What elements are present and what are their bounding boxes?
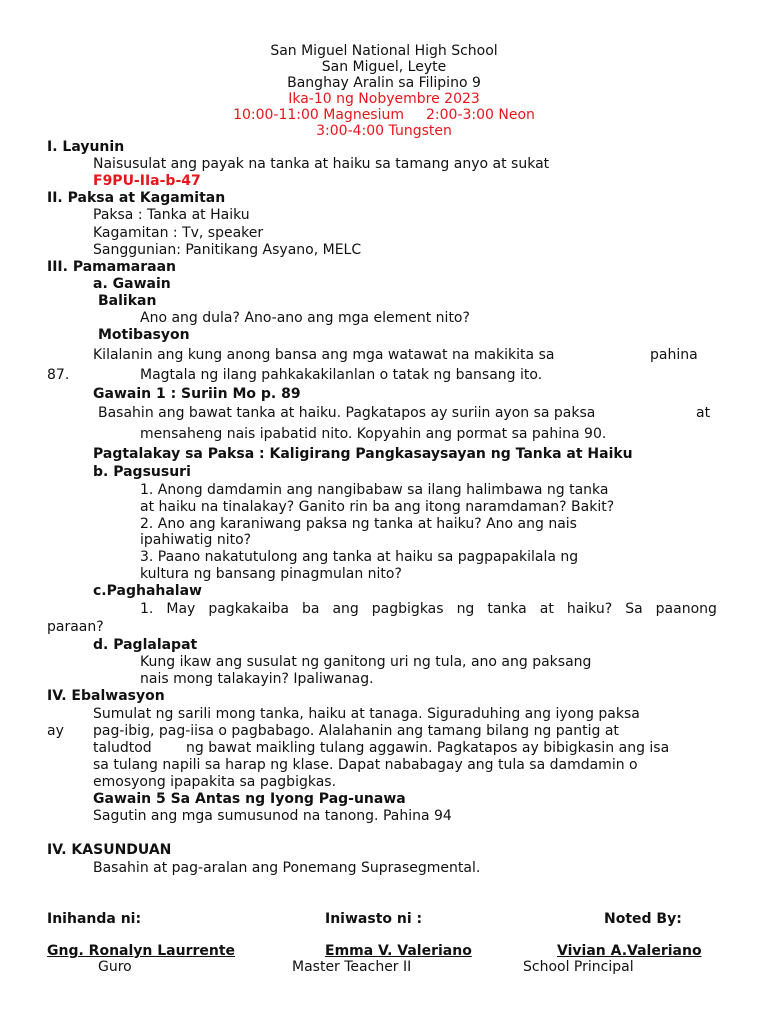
layunin-text: Naisusulat ang payak na tanka at haiku sa tamang anyo at sukat <box>93 156 550 172</box>
ebalwasyon-line-2-start: ay <box>47 723 64 739</box>
paglalapat-line-1: Kung ikaw ang susulat ng ganitong uri ng tula, ano ang paksang <box>140 654 592 670</box>
word: ba <box>301 601 320 617</box>
balikan-question: Ano ang dula? Ano-ano ang mga element nito? <box>140 310 470 326</box>
pagsusuri-q2-line-1: 2. Ano ang karaniwang paksa ng tanka at haiku? Ano ang nais <box>140 516 577 532</box>
preparer-name: Gng. Ronalyn Laurrente <box>47 943 236 959</box>
paghahalaw-heading: c.Paghahalaw <box>93 583 202 599</box>
section-layunin-heading: I. Layunin <box>47 139 125 155</box>
word: ang <box>332 601 359 617</box>
checker-role: Master Teacher II <box>292 959 412 975</box>
competency-code: F9PU-IIa-b-47 <box>93 173 201 189</box>
ebalwasyon-line-3: ng bawat maikling tulang aggawin. Pagkatapos ay bibigkasin ang isa <box>186 740 670 756</box>
motibasyon-pahina: pahina <box>650 347 698 363</box>
iniwasto-label: Iniwasto ni : <box>325 911 423 927</box>
word: at <box>539 601 554 617</box>
word: haiku? <box>566 601 613 617</box>
pagsusuri-q1-line-1: 1. Anong damdamin ang nangibabaw sa ilang halimbawa ng tanka <box>140 482 609 498</box>
gawain5-text: Sagutin ang mga sumusunod na tanong. Pahina 94 <box>93 808 452 824</box>
ebalwasyon-line-4: sa tulang napili sa harap ng klase. Dapat nababagay ang tula sa damdamin o <box>93 757 638 773</box>
paghahalaw-question-line-2: paraan? <box>47 619 104 635</box>
ebalwasyon-line-3-start: taludtod <box>93 740 152 756</box>
motibasyon-page-number: 87. <box>47 367 70 383</box>
principal-role: School Principal <box>523 959 634 975</box>
principal-name: Vivian A.Valeriano <box>557 943 702 959</box>
word: pagkakaiba <box>208 601 289 617</box>
paglalapat-line-2: nais mong talakayin? Ipaliwanag. <box>140 671 374 687</box>
school-location: San Miguel, Leyte <box>321 59 447 75</box>
pagsusuri-heading: b. Pagsusuri <box>93 464 191 480</box>
schedule-line <box>0 107 768 124</box>
lesson-plan-title: Banghay Aralin sa Filipino 9 <box>287 75 481 91</box>
gawain1-line-1: Basahin ang bawat tanka at haiku. Pagkatapos ay suriin ayon sa paksa <box>98 405 596 421</box>
lesson-date: Ika-10 ng Nobyembre 2023 <box>288 91 480 107</box>
motibasyon-heading: Motibasyon <box>98 327 190 343</box>
section-pamamaraan-heading: III. Pamamaraan <box>47 259 176 275</box>
gawain5-heading: Gawain 5 Sa Antas ng Iyong Pag-unawa <box>93 791 406 807</box>
ebalwasyon-line-5: emosyong ipapakita sa pagbigkas. <box>93 774 337 790</box>
word: paanong <box>655 601 717 617</box>
checker-name: Emma V. Valeriano <box>325 943 472 959</box>
word: tanka <box>487 601 527 617</box>
pagtalakay-heading: Pagtalakay sa Paksa : Kaligirang Pangkasaysayan ng Tanka at Haiku <box>93 446 633 462</box>
pagsusuri-q2-line-2: ipahiwatig nito? <box>140 532 252 548</box>
ebalwasyon-line-1: Sumulat ng sarili mong tanka, haiku at tanaga. Siguraduhing ang iyong paksa <box>93 706 640 722</box>
schedule-magnesium: 10:00-11:00 Magnesium <box>233 107 404 123</box>
paghahalaw-question-line-1 <box>140 601 717 618</box>
pagsusuri-q3-line-2: kultura ng bansang pinagmulan nito? <box>140 566 402 582</box>
ebalwasyon-line-2: pag-ibig, pag-iisa o pagbabago. Alalahanin ang tamang bilang ng pantig at <box>93 723 619 739</box>
kasunduan-text: Basahin at pag-aralan ang Ponemang Suprasegmental. <box>93 860 481 876</box>
sanggunian-text: Sanggunian: Panitikang Asyano, MELC <box>93 242 362 258</box>
paksa-text: Paksa : Tanka at Haiku <box>93 207 250 223</box>
word: ng <box>456 601 475 617</box>
section-ebalwasyon-heading: IV. Ebalwasyon <box>47 688 165 704</box>
word: Sa <box>625 601 643 617</box>
preparer-role: Guro <box>98 959 132 975</box>
section-kasunduan-heading: IV. KASUNDUAN <box>47 842 172 858</box>
school-name: San Miguel National High School <box>270 43 498 59</box>
word: 1. <box>140 601 154 617</box>
word: pagbigkas <box>371 601 444 617</box>
word: May <box>166 601 196 617</box>
section-paksa-heading: II. Paksa at Kagamitan <box>47 190 226 206</box>
gawain1-line-1-end: at <box>696 405 711 421</box>
schedule-tungsten: 3:00-4:00 Tungsten <box>316 123 452 139</box>
motibasyon-line-2: Magtala ng ilang pahkakakilanlan o tatak ng bansang ito. <box>140 367 543 383</box>
gawain-heading: a. Gawain <box>93 276 171 292</box>
schedule-neon: 2:00-3:00 Neon <box>426 107 535 123</box>
pagsusuri-q1-line-2: at haiku na tinalakay? Ganito rin ba ang itong naramdaman? Bakit? <box>140 499 615 515</box>
kagamitan-text: Kagamitan : Tv, speaker <box>93 225 264 241</box>
motibasyon-line-1: Kilalanin ang kung anong bansa ang mga watawat na makikita sa <box>93 347 555 363</box>
gawain1-line-2: mensaheng nais ipabatid nito. Kopyahin ang pormat sa pahina 90. <box>140 426 607 442</box>
gawain1-heading: Gawain 1 : Suriin Mo p. 89 <box>93 386 301 402</box>
paglalapat-heading: d. Paglalapat <box>93 637 198 653</box>
noted-by-label: Noted By: <box>604 911 682 927</box>
pagsusuri-q3-line-1: 3. Paano nakatutulong ang tanka at haiku sa pagpapakilala ng <box>140 549 579 565</box>
balikan-heading: Balikan <box>98 293 157 309</box>
inihanda-label: Inihanda ni: <box>47 911 142 927</box>
